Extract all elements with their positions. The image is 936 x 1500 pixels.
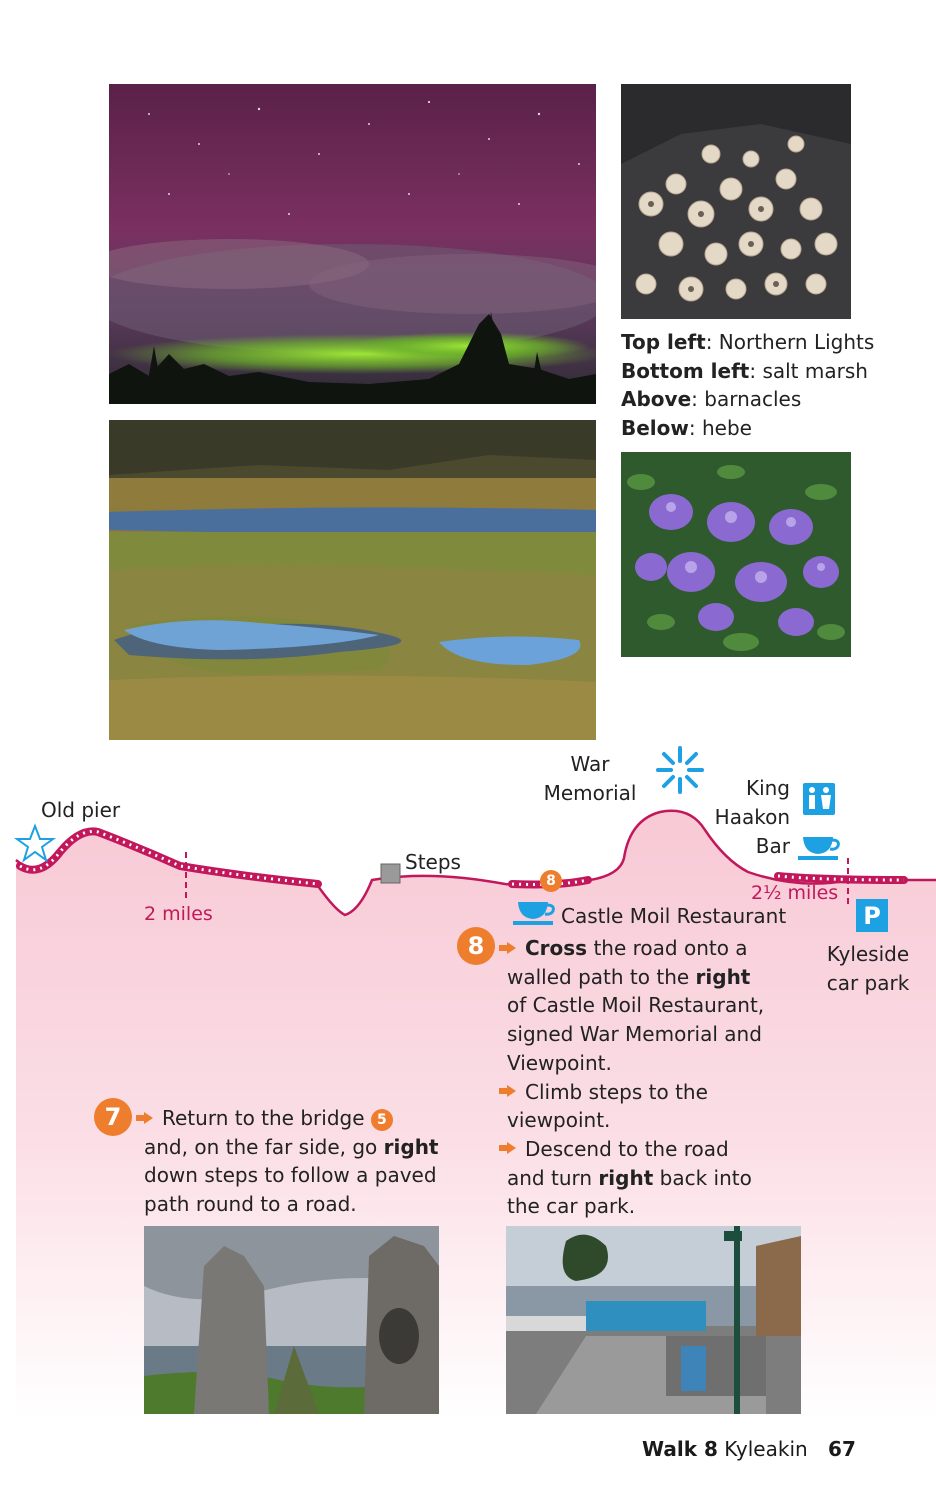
caption-line: Bottom left: salt marsh	[621, 358, 868, 383]
photo-captions	[621, 328, 874, 442]
label-old-pier: Old pier	[41, 798, 121, 822]
caption-line: Above: barnacles	[621, 387, 802, 411]
step-8-number: 8	[457, 927, 495, 965]
footer-place: Kyleakin	[724, 1437, 808, 1461]
step-line: viewpoint.	[507, 1108, 611, 1133]
parking-letter: P	[863, 902, 881, 930]
step-8-text	[507, 934, 797, 1221]
step-line: and turn right back into	[507, 1165, 752, 1190]
label-kyleside-line: Kyleside	[826, 942, 910, 966]
label-war-memorial-line: Memorial	[543, 781, 637, 805]
salt-marsh-photo	[109, 420, 596, 740]
page-footer	[642, 1437, 856, 1461]
step-7-text	[144, 1104, 444, 1219]
footer-walk: Walk 8	[642, 1437, 718, 1461]
label-kyleside-car-park	[818, 940, 918, 998]
caption-line: Top left: Northern Lights	[621, 330, 875, 354]
label-king-line: King	[745, 776, 790, 800]
step-line: signed War Memorial and	[507, 1022, 762, 1047]
step-line: Return to the bridge 5	[144, 1104, 444, 1133]
viewpoint-icon	[658, 748, 702, 792]
page-number: 67	[828, 1437, 856, 1461]
caption-line: Below: hebe	[621, 415, 752, 440]
label-castle-moil: Castle Moil Restaurant	[561, 904, 787, 928]
cafe-icon	[798, 837, 838, 860]
route-marker-8: 8	[540, 870, 562, 892]
label-war-memorial-line: War	[570, 752, 610, 776]
ref-marker-5: 5	[371, 1109, 393, 1131]
step-line: of Castle Moil Restaurant,	[507, 993, 765, 1018]
label-2-miles: 2 miles	[144, 903, 213, 925]
castle-ruins-photo	[144, 1226, 439, 1414]
step-7-number: 7	[94, 1098, 132, 1136]
step-arrow-icon	[507, 1078, 525, 1107]
step-line: Descend to the road	[507, 1135, 797, 1164]
step-arrow-icon	[507, 1135, 525, 1164]
car-park-street-photo	[506, 1226, 801, 1414]
barnacles-photo	[621, 84, 851, 319]
step-arrow-icon	[507, 934, 525, 963]
step-line: Climb steps to the	[507, 1078, 797, 1107]
northern-lights-photo	[109, 84, 596, 404]
step-arrow-icon	[144, 1104, 162, 1133]
toilets-icon	[803, 783, 835, 815]
step-line: down steps to follow a paved	[144, 1163, 437, 1188]
steps-icon	[381, 864, 400, 883]
label-war-memorial	[540, 750, 640, 808]
label-kyleside-line: car park	[826, 971, 910, 995]
step-line: path round to a road.	[144, 1192, 357, 1217]
step-line: and, on the far side, go right	[144, 1134, 439, 1159]
label-steps: Steps	[405, 850, 461, 874]
star-icon	[17, 826, 53, 860]
hebe-photo	[621, 452, 851, 657]
step-line: walled path to the right	[507, 964, 751, 989]
step-line: Cross the road onto a	[507, 934, 797, 963]
label-king-line: Haakon	[714, 805, 790, 829]
step-line: the car park.	[507, 1194, 636, 1219]
label-king-line: Bar	[755, 834, 790, 858]
label-2-5-miles: 2½ miles	[751, 882, 839, 904]
step-line: Viewpoint.	[507, 1050, 612, 1075]
label-king-haakon-bar	[714, 774, 790, 861]
